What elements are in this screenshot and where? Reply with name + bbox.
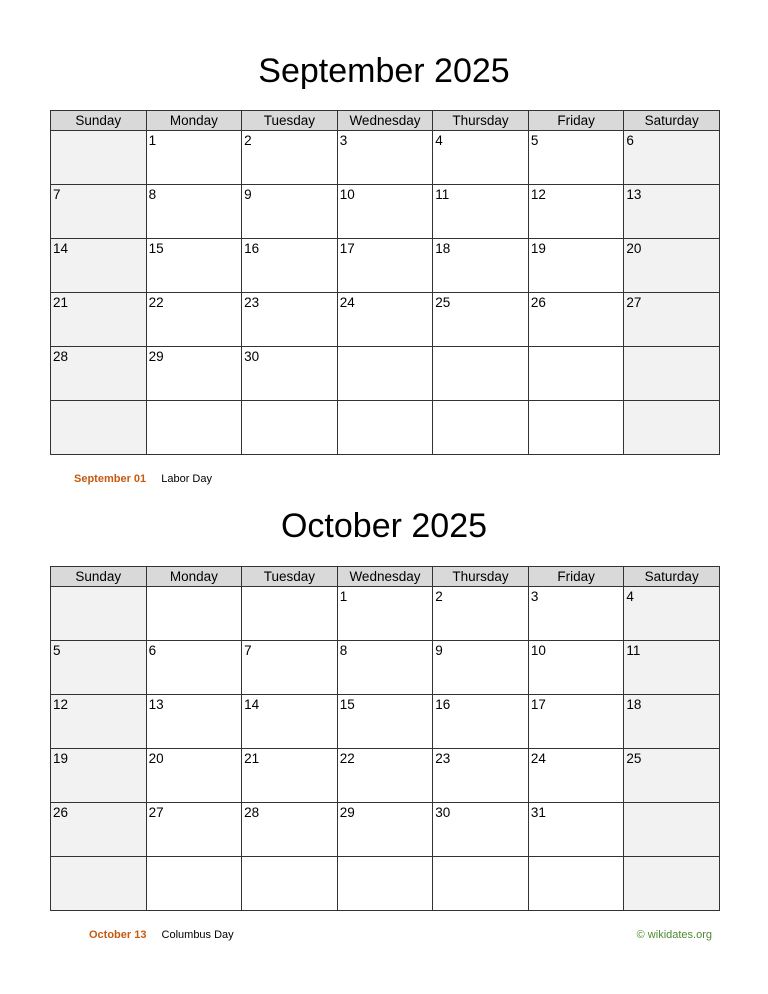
day-cell[interactable] [528,641,624,695]
weekday-header: Monday [146,111,242,131]
weekday-header-row [51,111,720,131]
day-cell[interactable] [433,641,529,695]
day-number: 5 [53,643,61,658]
day-number: 28 [244,805,260,820]
day-number: 24 [339,295,355,310]
weekday-header-row [51,567,720,587]
day-number: 26 [53,805,69,820]
day-number [433,857,528,859]
day-number [51,131,146,133]
october-holiday-note [89,928,234,942]
day-cell[interactable] [337,185,433,239]
day-number [624,803,719,805]
holiday-name: Columbus Day [161,929,234,941]
day-cell[interactable] [51,803,147,857]
day-number: 9 [244,187,252,202]
week-row [51,641,720,695]
day-cell[interactable] [51,239,147,293]
day-cell[interactable] [433,401,529,455]
day-cell[interactable] [242,293,338,347]
day-number [529,401,624,403]
day-cell[interactable] [337,857,433,911]
day-cell[interactable] [528,347,624,401]
weekday-header: Saturday [624,111,720,131]
day-cell[interactable] [51,587,147,641]
week-row [51,293,720,347]
day-number [242,401,337,403]
october-title: October 2025 [280,507,488,545]
day-number: 19 [530,241,546,256]
day-number: 17 [530,697,546,712]
day-cell[interactable] [242,185,338,239]
week-row [51,749,720,803]
day-number: 5 [530,133,539,148]
day-number: 11 [435,187,450,202]
week-row [51,803,720,857]
day-number [242,587,337,589]
day-number: 21 [244,751,260,766]
day-cell[interactable] [624,587,720,641]
day-cell[interactable] [242,641,338,695]
day-number: 7 [53,187,61,202]
day-number: 23 [244,295,260,310]
day-cell[interactable] [528,185,624,239]
day-cell[interactable] [624,749,720,803]
day-cell[interactable] [146,857,242,911]
day-cell[interactable] [528,857,624,911]
weekday-header: Thursday [433,567,529,587]
day-number: 21 [53,295,69,310]
day-cell[interactable] [528,749,624,803]
day-cell[interactable] [337,749,433,803]
day-cell[interactable] [624,695,720,749]
day-cell[interactable] [337,587,433,641]
day-number: 10 [530,643,546,658]
day-number [624,857,719,859]
day-number: 7 [244,643,252,658]
day-number: 2 [435,589,443,604]
day-cell[interactable] [433,857,529,911]
day-cell[interactable] [51,401,147,455]
day-cell[interactable] [337,239,433,293]
day-number [51,587,146,589]
day-number [51,401,146,403]
day-number: 8 [148,187,157,202]
day-cell[interactable] [242,347,338,401]
day-number [147,587,242,589]
day-number: 9 [435,643,443,658]
day-cell[interactable] [242,803,338,857]
day-number: 13 [148,697,164,712]
day-number: 3 [339,133,348,148]
day-number: 6 [626,133,634,148]
day-number [338,857,433,859]
weekday-header: Thursday [433,111,529,131]
day-number [624,347,719,349]
day-number [433,401,528,403]
day-cell[interactable] [51,347,147,401]
week-row [51,401,720,455]
day-cell[interactable] [242,239,338,293]
day-cell[interactable] [528,803,624,857]
credit-link[interactable]: © wikidates.org [636,929,712,941]
weekday-header: Tuesday [242,567,338,587]
week-row [51,587,720,641]
day-number: 25 [626,751,642,766]
day-cell[interactable] [624,803,720,857]
week-row [51,131,720,185]
day-number: 26 [530,295,546,310]
day-number: 27 [148,805,164,820]
day-cell[interactable] [624,239,720,293]
day-number: 18 [435,241,451,256]
day-cell[interactable] [624,401,720,455]
day-cell[interactable] [624,131,720,185]
day-number: 12 [53,697,69,712]
day-number: 12 [530,187,546,202]
day-cell[interactable] [51,749,147,803]
week-row [51,239,720,293]
day-number: 30 [435,805,451,820]
day-number: 20 [626,241,642,256]
day-number: 23 [435,751,451,766]
holiday-date: October 13 [89,929,147,941]
holiday-date: September 01 [74,473,147,485]
day-cell[interactable] [433,131,529,185]
day-cell[interactable] [146,293,242,347]
day-number [624,401,719,403]
day-cell[interactable] [624,857,720,911]
day-cell[interactable] [433,185,529,239]
day-number: 29 [339,805,355,820]
day-number: 2 [244,133,252,148]
day-cell[interactable] [51,857,147,911]
day-cell[interactable] [337,803,433,857]
weekday-header: Wednesday [337,567,433,587]
weekday-header: Saturday [624,567,720,587]
day-number: 29 [148,349,164,364]
day-number [338,401,433,403]
day-number: 20 [148,751,164,766]
day-cell[interactable] [146,347,242,401]
day-cell[interactable] [433,239,529,293]
day-cell[interactable] [51,185,147,239]
day-cell[interactable] [146,185,242,239]
day-number: 8 [339,643,348,658]
day-cell[interactable] [146,239,242,293]
day-number [529,857,624,859]
day-cell[interactable] [146,749,242,803]
day-cell[interactable] [146,401,242,455]
day-cell[interactable] [528,131,624,185]
weekday-header: Monday [146,567,242,587]
day-cell[interactable] [624,641,720,695]
weekday-header: Sunday [51,111,147,131]
day-number: 30 [244,349,260,364]
day-cell[interactable] [337,293,433,347]
holiday-name: Labor Day [161,473,212,485]
day-number [147,857,242,859]
day-cell[interactable] [433,749,529,803]
weekday-header: Friday [528,111,624,131]
day-cell[interactable] [528,587,624,641]
day-number: 22 [148,295,164,310]
day-cell[interactable] [624,185,720,239]
day-cell[interactable] [624,293,720,347]
day-number: 1 [148,133,157,148]
day-cell[interactable] [337,401,433,455]
day-number: 3 [530,589,539,604]
day-number: 18 [626,697,642,712]
day-number: 6 [148,643,157,658]
day-cell[interactable] [146,695,242,749]
day-number [242,857,337,859]
day-cell[interactable] [337,695,433,749]
day-number: 14 [53,241,69,256]
day-number: 16 [435,697,451,712]
day-cell[interactable] [146,641,242,695]
day-cell[interactable] [242,587,338,641]
day-number: 4 [435,133,443,148]
weekday-header: Friday [528,567,624,587]
day-number: 19 [53,751,69,766]
day-number: 25 [435,295,451,310]
day-number: 16 [244,241,260,256]
day-number: 4 [626,589,634,604]
day-number: 1 [339,589,348,604]
day-number [433,347,528,349]
day-number: 15 [339,697,355,712]
day-number: 10 [339,187,355,202]
day-number: 27 [626,295,642,310]
day-number [529,347,624,349]
day-cell[interactable] [337,131,433,185]
day-number: 24 [530,751,546,766]
day-cell[interactable] [146,803,242,857]
day-cell[interactable] [242,749,338,803]
day-cell[interactable] [624,347,720,401]
day-cell[interactable] [146,587,242,641]
september-title: September 2025 [258,52,510,90]
day-number: 31 [530,805,546,820]
day-cell[interactable] [51,131,147,185]
day-number: 15 [148,241,164,256]
day-cell[interactable] [242,131,338,185]
weekday-header: Sunday [51,567,147,587]
day-cell[interactable] [528,401,624,455]
day-cell[interactable] [433,347,529,401]
day-cell[interactable] [242,695,338,749]
day-cell[interactable] [528,239,624,293]
september-calendar-grid [50,110,720,455]
weekday-header: Tuesday [242,111,338,131]
day-number: 17 [339,241,355,256]
day-cell[interactable] [528,293,624,347]
week-row [51,347,720,401]
day-cell[interactable] [51,293,147,347]
week-row [51,695,720,749]
day-cell[interactable] [433,293,529,347]
day-cell[interactable] [433,695,529,749]
day-number: 11 [626,643,641,658]
day-cell[interactable] [433,803,529,857]
day-number [338,347,433,349]
day-cell[interactable] [242,857,338,911]
day-number: 14 [244,697,260,712]
day-number [51,857,146,859]
day-number: 28 [53,349,69,364]
day-cell[interactable] [528,695,624,749]
day-cell[interactable] [146,131,242,185]
september-holiday-note [74,472,212,486]
day-cell[interactable] [51,641,147,695]
week-row [51,857,720,911]
day-number: 22 [339,751,355,766]
day-cell[interactable] [51,695,147,749]
day-cell[interactable] [433,587,529,641]
october-calendar-grid [50,566,720,911]
day-cell[interactable] [337,347,433,401]
week-row [51,185,720,239]
day-number: 13 [626,187,642,202]
day-number [147,401,242,403]
weekday-header: Wednesday [337,111,433,131]
day-cell[interactable] [337,641,433,695]
day-cell[interactable] [242,401,338,455]
